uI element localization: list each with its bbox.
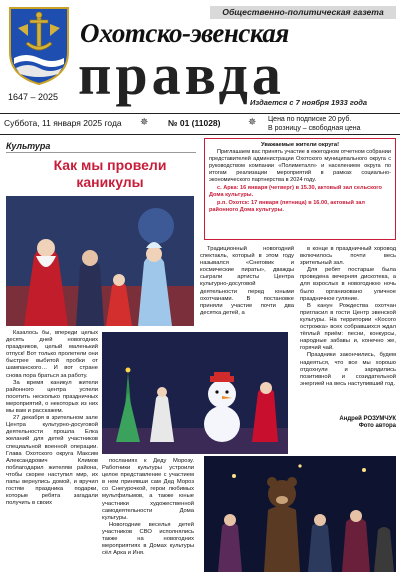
subscription-price: Цена по подписке 20 руб. [268,116,352,123]
article-column-2 [102,458,194,570]
article-column-1 [6,330,98,570]
author-name: Андрей РОЗУМЧУК [339,416,396,422]
article-column-4 [300,246,396,416]
published-since: Издается с 7 ноября 1933 года [250,98,368,107]
issue-date: Суббота, 11 января 2025 года [4,118,122,128]
issue-info-bar [0,113,400,135]
paragraph: Праздники закончились, будем надеяться, что все мы хорошо отдохнули и зарядились позитивной и созидательной энергией на весь наступивший год. [300,352,396,387]
retail-price: В розницу – свободная цена [268,125,361,132]
paragraph: Для ребят постарше была проведена вечерняя дискотека, а для взрослых в новогоднюю ночь было организовано уличное праздничное гуляние. [300,267,396,302]
paragraph: Новогодние веселья детей участников СВО исполнялись также на новогодних мероприятиях в Домах культуры сёл Арка и Иня. [102,521,194,557]
founding-years: 1647 – 2025 [8,92,59,102]
masthead [0,0,400,110]
paragraph: в конце в праздничный хоровод включилось почти весь зрительный зал. [300,246,396,267]
author-signature [330,416,396,431]
paragraph: Казалось бы, впереди целых десять дней новогодних праздников, целый маленький отпуск! Вот только пролетели они быстрее выбитой пробки от шампанского… И вот стране снова пора браться за работу. [6,330,98,379]
snowflake-icon: ✵ [248,117,257,128]
photo-ded-moroz-group [6,196,194,326]
announcement-item-arka: с. Арка: 16 января (четверг) в 15.30, актовый зал сельского Дома культуры. [209,185,382,198]
announcement-title: Уважаемые жители округа! [260,142,339,148]
newspaper-title-line1: Охотско-эвенская [80,18,289,48]
newspaper-title-line2: правда [78,42,285,107]
paragraph: посланиях к Деду Морозу. Работники культуры устроили целое представление с участием в нем принявши сам Дед Мороз со Снегурочкой, герои любимых мультфильмов, а также юные участники художественной самодеятельности Дома культуры. [102,458,194,521]
photo-credit: Фото автора [358,423,396,430]
issue-number: № 01 (11028) [168,118,221,128]
announcement-box [204,138,396,240]
coat-of-arms-icon [8,6,70,86]
article-column-3 [200,246,294,330]
announcement-body: Приглашаем вас принять участие в ежегодном отчетном собрании представителей администрации Охотского муниципального округа с руководством компании «Полиметалл» и населением округа по итогам реализации мероприятий в рамках социально-экономического партнерства в 2024 году. [209,149,391,183]
paragraph: Традиционный новогодний спектакль, который в этом году назывался «Снеговик и космические пираты», дважды сыграли артисты Центра культурно-досуговой деятельности перед юными охотчанами. В постановке приняли участие почти два десятка детей, а [200,246,294,316]
photo-outdoor-celebration [204,456,396,572]
article-headline: Как мы провели каникулы [53,157,167,190]
price-info [268,115,361,133]
announcement-item-okhotsk: р.п. Охотск: 17 января (пятница) в 16.00, актовый зал районного Дома культуры. [209,200,365,213]
paragraph: За время каникул жители районного центра успели посетить несколько праздничных мероприятий, о некоторых из них мы вам и расскажем. [6,379,98,415]
paragraph: 27 декабря в зрительном зале Центра культурно-досуговой деятельности прошла Елка желаний для детей участников специальной военной операции. Глава Охотского округа Максим Александрович Климов поблагодарил жителям района, чтобы скорее наступил мир, их папы вернулись домой, и вручил гостям праздника подарки, которые ребята загадали получить в своих [6,415,98,507]
photo-stage-performance [102,332,288,454]
rubric: Культура [6,141,196,153]
paragraph: В канун Рождества охотчан пригласил в гости Центр эвенской культуры. На территории «Косого острожка» всех собравшихся ждал тёплый приём: песни, конкурсы, народные забавы и, конечно же, горячий чай. [300,302,396,352]
newspaper-tagline: Общественно-политическая газета [210,6,396,19]
snowflake-icon: ✵ [140,117,149,128]
